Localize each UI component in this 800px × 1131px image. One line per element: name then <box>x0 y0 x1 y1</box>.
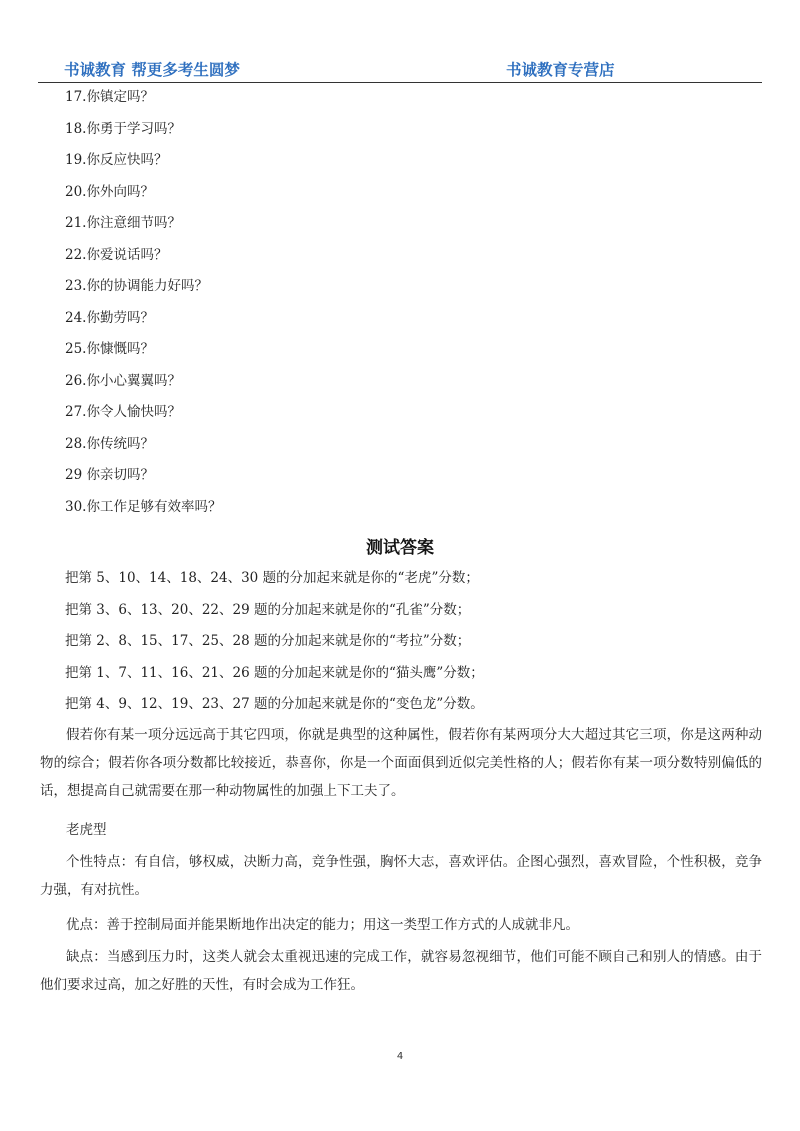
intro-paragraph: 假若你有某一项分远远高于其它四项，你就是典型的这种属性，假若你有某两项分大大超过其它三项，你是这两种动物的综合；假若你各项分数都比较接近，恭喜你，你是一个面面俱到近似完美性格的人；假若你有某一项分数特别偏低的话，想提高自己就需要在那一种动物属性的加强上下工夫了。 <box>40 727 762 799</box>
question-item: 19.你反应快吗？ <box>65 152 168 168</box>
scoring-rules <box>65 568 484 726</box>
question-item: 22.你爱说话吗？ <box>65 246 168 263</box>
scoring-rule-owl: 把第 1、7、11、16、21、26 题的分加起来就是你的“猫头鹰”分数； <box>65 664 484 681</box>
question-item: 28.你传统吗？ <box>65 435 154 452</box>
question-item: 23.你的协调能力好吗？ <box>65 278 208 294</box>
header-slogan: 书诚教育 帮更多考生圆梦 <box>64 61 240 79</box>
question-item: 25.你慷慨吗？ <box>65 341 154 357</box>
header-store-name: 书诚教育专营店 <box>506 61 615 79</box>
question-item: 21.你注意细节吗？ <box>65 215 181 231</box>
scoring-rule-chameleon: 把第 4、9、12、19、23、27 题的分加起来就是你的“变色龙”分数。 <box>65 696 484 712</box>
question-item: 29 你亲切吗？ <box>65 467 154 483</box>
page-header <box>38 56 762 83</box>
scoring-rule-tiger: 把第 5、10、14、18、24、30 题的分加起来就是你的“老虎”分数； <box>65 570 479 586</box>
question-item: 26.你小心翼翼吗？ <box>65 372 181 389</box>
scoring-rule-koala: 把第 2、8、15、17、25、28 题的分加起来就是你的“考拉”分数； <box>65 633 471 649</box>
question-item: 30.你工作足够有效率吗？ <box>65 498 222 515</box>
question-list <box>65 87 221 528</box>
question-item: 24.你勤劳吗？ <box>65 309 154 326</box>
tiger-strengths-paragraph: 优点：善于控制局面并能果断地作出决定的能力；用这一类型工作方式的人成就非凡。 <box>66 917 579 933</box>
question-item: 20.你外向吗？ <box>65 183 154 200</box>
scoring-rule-peacock: 把第 3、6、13、20、22、29 题的分加起来就是你的“孔雀”分数； <box>65 601 471 618</box>
question-item: 27.你令人愉快吗？ <box>65 404 181 420</box>
tiger-traits-paragraph: 个性特点：有自信，够权威，决断力高，竞争性强，胸怀大志，喜欢评估。企图心强烈，喜欢冒险，个性积极，竞争力强，有对抗性。 <box>40 854 762 898</box>
tiger-weaknesses-paragraph: 缺点：当感到压力时，这类人就会太重视迅速的完成工作，就容易忽视细节，他们可能不顾自己和别人的情感。由于他们要求过高，加之好胜的天性，有时会成为工作狂。 <box>40 949 762 993</box>
question-item: 18.你勇于学习吗？ <box>65 120 181 137</box>
page-number: 4 <box>396 1051 404 1062</box>
question-item: 17.你镇定吗？ <box>65 89 154 105</box>
tiger-type-heading: 老虎型 <box>66 822 107 838</box>
answer-section-title: 测试答案 <box>366 538 434 558</box>
